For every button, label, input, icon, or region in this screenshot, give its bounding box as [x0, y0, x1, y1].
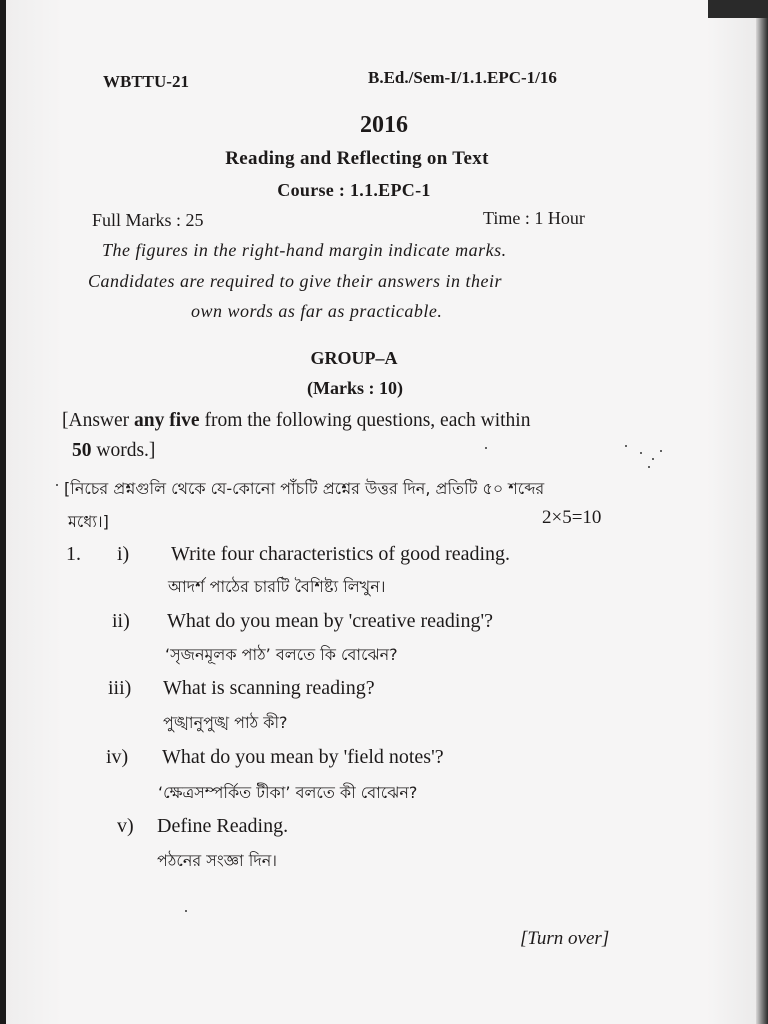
sub-question-number: iv): [106, 746, 129, 768]
sub-question-number: i): [117, 543, 130, 565]
sub-question-number: iii): [108, 677, 132, 699]
group-a-marks: (Marks : 10): [307, 378, 403, 398]
course-code: B.Ed./Sem-I/1.1.EPC-1/16: [368, 68, 557, 87]
sub-question-en: What do you mean by 'field notes'?: [162, 746, 444, 768]
instruction-en-text: [Answer: [62, 410, 135, 431]
paper-code: WBTTU-21: [103, 72, 189, 91]
sub-question-bn: আদর্শ পাঠের চারটি বৈশিষ্ট্য লিখুন।: [168, 577, 386, 596]
group-a-instruction-bn-line-2: মধ্যে।]: [68, 512, 109, 531]
sub-question-number: ii): [112, 610, 130, 632]
sub-question-bn: পুঙ্খানুপুঙ্খ পাঠ কী?: [163, 713, 288, 732]
instruction-line-2: Candidates are required to give their answers in their: [88, 271, 502, 291]
scan-speck: [625, 445, 627, 447]
instruction-en-emphasis: any five: [134, 410, 200, 431]
scan-speck: [648, 466, 650, 468]
marks-scheme: 2×5=10: [542, 507, 602, 528]
instruction-line-1: The figures in the right-hand margin indicate marks.: [102, 240, 507, 260]
scan-speck: [185, 910, 187, 912]
sub-question-bn: ‘সৃজনমূলক পাঠ’ বলতে কি বোঝেন?: [165, 645, 398, 664]
scan-speck: [652, 458, 654, 460]
sub-question-en: What do you mean by 'creative reading'?: [167, 610, 493, 632]
page-edge-right: [756, 0, 768, 1024]
subject-title: Reading and Reflecting on Text: [225, 148, 489, 169]
instruction-en-word-limit: 50: [72, 440, 92, 461]
group-a-title: GROUP–A: [310, 348, 398, 368]
scan-speck: [56, 484, 58, 486]
course-title: Course : 1.1.EPC-1: [277, 180, 431, 200]
question-number: 1.: [66, 543, 81, 565]
sub-question-en: What is scanning reading?: [163, 677, 375, 699]
time-limit: Time : 1 Hour: [483, 208, 585, 228]
group-a-instruction-en-line-1: [62, 410, 530, 432]
sub-question-bn: ‘ক্ষেত্রসম্পর্কিত টীকা’ বলতে কী বোঝেন?: [158, 783, 418, 802]
sub-question-en: Write four characteristics of good reading.: [171, 543, 511, 565]
scan-speck: [485, 447, 487, 449]
full-marks: Full Marks : 25: [92, 210, 204, 230]
sub-question-en: Define Reading.: [157, 815, 289, 837]
instruction-en-text: from the following questions, each within: [199, 410, 531, 431]
scan-speck: [640, 452, 642, 454]
group-a-instruction-bn-line-1: [নিচের প্রশ্নগুলি থেকে যে-কোনো পাঁচটি প্রশ্নের উত্তর দিন, প্রতিটি ৫০ শব্দের: [64, 479, 545, 498]
instruction-line-3: own words as far as practicable.: [191, 301, 443, 321]
sub-question-bn: পঠনের সংজ্ঞা দিন।: [157, 851, 278, 870]
group-a-instruction-en-line-2: [72, 440, 155, 462]
scan-speck: [660, 450, 662, 452]
sub-question-number: v): [117, 815, 134, 837]
turn-over-note: [Turn over]: [520, 928, 610, 949]
instruction-en-text: words.]: [91, 440, 156, 461]
exam-year: 2016: [360, 112, 408, 138]
page-edge-right-top: [708, 0, 768, 18]
